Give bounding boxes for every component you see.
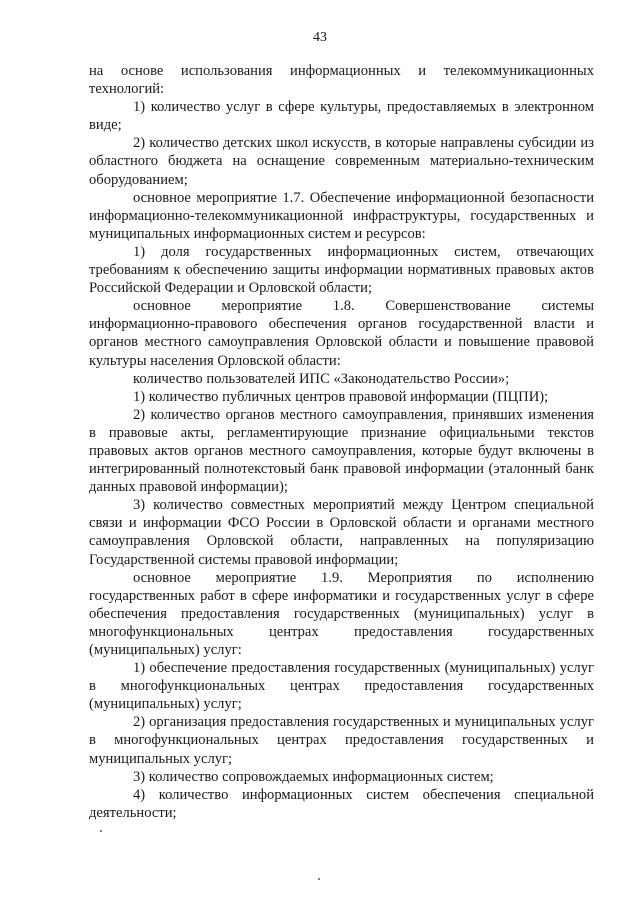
paragraph: 1) количество публичных центров правовой информации (ПЦПИ); bbox=[133, 388, 549, 405]
paragraph: основное мероприятие 1.9. Мероприятия по исполнению государственных работ в сфере информатики и государственных услуг в сфере обеспечения предоставления государственных (муниципальных) услуг в многофункциональных центрах предоставления государственных (муниципальных) услуг: bbox=[89, 569, 594, 658]
paragraph: 3) количество сопровождаемых информационных систем; bbox=[133, 768, 494, 785]
paragraph: основное мероприятие 1.8. Совершенствование системы информационно-правового обеспечения органов государственной власти и органов местного самоуправления Орловской области и повышение правовой культуры населения Орловской области: bbox=[89, 298, 594, 369]
paragraph: 1) доля государственных информационных систем, отвечающих требованиям к обеспечению защиты информации нормативных правовых актов Российской Федерации и Орловской области; bbox=[89, 243, 594, 297]
paragraph: 1) обеспечение предоставления государственных (муниципальных) услуг в многофункциональных центрах предоставления государственных (муниципальных) услуг; bbox=[89, 660, 594, 713]
scan-speck bbox=[100, 830, 102, 832]
paragraph: 3) количество совместных мероприятий между Центром специальной связи и информации ФСО России в Орловской области и органами местного самоуправления Орловской области, направленных на популяризацию Государственной системы правовой информации; bbox=[89, 497, 594, 568]
paragraph: 1) количество услуг в сфере культуры, предоставляемых в электронном виде; bbox=[89, 99, 594, 134]
page-number: 43 bbox=[313, 30, 327, 45]
paragraph: 2) количество детских школ искусств, в которые направлены субсидии из областного бюджета на оснащение современным материально-техническим оборудованием; bbox=[89, 135, 594, 188]
document-body bbox=[89, 62, 594, 822]
paragraph: 2) организация предоставления государственных и муниципальных услуг в многофункциональных центрах предоставления государственных и муниципальных услуг; bbox=[89, 714, 594, 767]
paragraph: на основе использования информационных и телекоммуникационных технологий: bbox=[89, 63, 594, 98]
paragraph: основное мероприятие 1.7. Обеспечение информационной безопасности информационно-телекоммуникационной инфраструктуры, государственных и муниципальных информационных систем и ресурсов: bbox=[89, 189, 594, 242]
paragraph: количество пользователей ИПС «Законодательство России»; bbox=[133, 370, 510, 387]
paragraph: 4) количество информационных систем обеспечения специальной деятельности; bbox=[89, 786, 594, 821]
paragraph: 2) количество органов местного самоуправления, принявших изменения в правовые акты, регламентирующие признание официальными текстов правовых актов органов местного самоуправления, которые будут включены в интегрированный полнотекстовый банк правовой информации (эталонный банк данных правовой информации); bbox=[89, 406, 594, 496]
scan-speck bbox=[318, 878, 320, 880]
